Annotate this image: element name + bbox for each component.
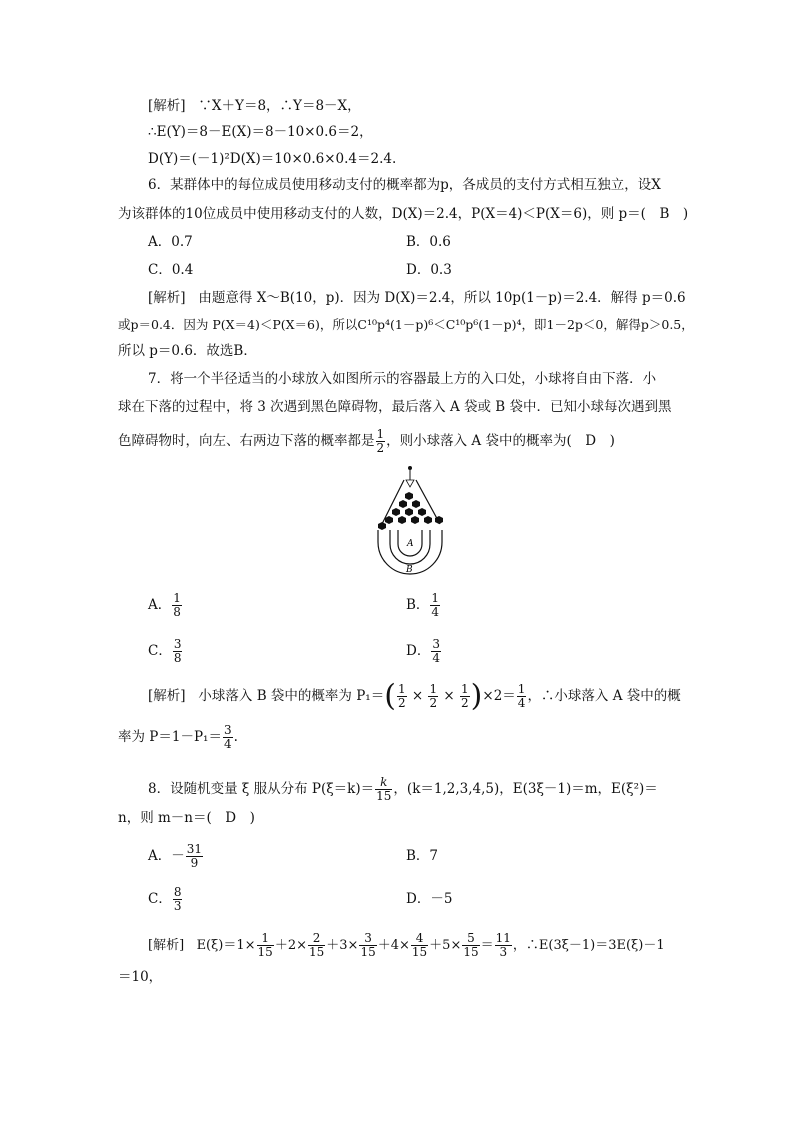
q8-option-c: C． $\frac{8}{3}$ [148,885,182,913]
q6-solution-line-3: 所以 p＝0.6．故选B． [118,343,257,359]
label-a: A [407,539,414,549]
q6-solution-line-1: [解析] 由题意得 X～B(10，p)．因为 D(X)＝2.4，所以 10p(1－p)＝2.4．解得 p＝0.6 [148,290,686,306]
solution-tag: [解析] [148,290,186,306]
arrow-head [406,480,414,487]
prev-solution-line-3: D(Y)＝(－1)²D(X)＝10×0.6×0.4＝2.4. [148,151,397,167]
q8-solution-line-1: [解析] E(ξ)＝1× $\frac{1}{15}$ ＋2× $\frac{2}{15}$ ＋3× $\frac{3}{15}$ ＋4× $\frac{4}{15}$ ＋5× $\frac{5}{15}$ ＝ $\frac{11}{3}$ ，∴E(3ξ－1)＝3E(ξ)－1 [148,931,665,959]
ball-icon [408,466,412,470]
prev-solution-line-2: ∴E(Y)＝8－E(X)＝8－10×0.6＝2， [148,124,373,140]
solution-tag: [解析] [148,938,185,953]
q8-option-b: B．7 [406,848,439,864]
solution-tag: [解析] [148,688,186,704]
q7-option-c: C． $\frac{3}{8}$ [148,637,182,665]
q8-option-a: A．－ $\frac{31}{9}$ [148,842,203,870]
q6-option-d: D．0.3 [406,262,452,278]
q7-stem-line-1: 7．将一个半径适当的小球放入如图所示的容器最上方的入口处，小球将自由下落．小 [148,371,657,387]
q7-option-a: A． $\frac{1}{8}$ [148,591,181,619]
q7-option-b: B． $\frac{1}{4}$ [406,591,440,619]
container-figure [370,462,455,577]
q6-option-c: C．0.4 [148,262,194,278]
q8-solution-line-2: ＝10， [118,969,163,985]
q7-stem-line-3: 色障碍物时，向左、右两边下落的概率都是 $\frac{1}{2}$ ，则小球落入 A 袋中的概率为( D ) [118,427,615,455]
q7-solution-line-1: [解析] 小球落入 B 袋中的概率为 P₁＝( $\frac{1}{2}$ × $\frac{1}{2}$ × $\frac{1}{2}$ )×2＝ $\frac{1}{4}$ ，∴小球落入 A 袋中的概 [148,678,681,714]
q8-option-d: D．－5 [406,891,453,907]
solution-tag: [解析] [148,98,186,114]
q7-option-d: D． $\frac{3}{4}$ [406,637,440,665]
q6-solution-line-2: 或p＝0.4．因为 P(X＝4)＜P(X＝6)，所以C¹⁰p⁴(1－p)⁶＜C¹⁰p⁶(1－p)⁴，即1－2p＜0，解得p＞0.5， [118,317,694,332]
fraction-one-half: $\frac{1}{2}$ [376,427,385,455]
q6-option-b: B．0.6 [406,234,451,250]
q6-option-a: A．0.7 [148,234,193,250]
q7-stem-line-2: 球在下落的过程中，将 3 次遇到黑色障碍物，最后落入 A 袋或 B 袋中．已知小球每次遇到黑 [118,399,672,415]
q6-stem-line-2: 为该群体的10位成员中使用移动支付的人数，D(X)＝2.4，P(X＝4)＜P(X＝6)，则 p＝( B ) [118,206,689,222]
prev-solution-line-1: [解析] ∵X＋Y＝8，∴Y＝8－X， [148,98,361,114]
q6-stem-line-1: 6．某群体中的每位成员使用移动支付的概率都为p，各成员的支付方式相互独立，设X [148,177,661,193]
label-b: B [406,565,413,575]
q8-stem-line-2: n，则 m－n＝( D ) [118,810,255,826]
q7-solution-line-2: 率为 P＝1－P₁＝ $\frac{3}{4}$ . [118,723,238,751]
q8-stem-line-1: 8．设随机变量 ξ 服从分布 P(ξ＝k)＝ $\frac{k}{15}$ ，(k＝1,2,3,4,5)，E(3ξ－1)＝m，E(ξ²)＝ [148,775,658,803]
